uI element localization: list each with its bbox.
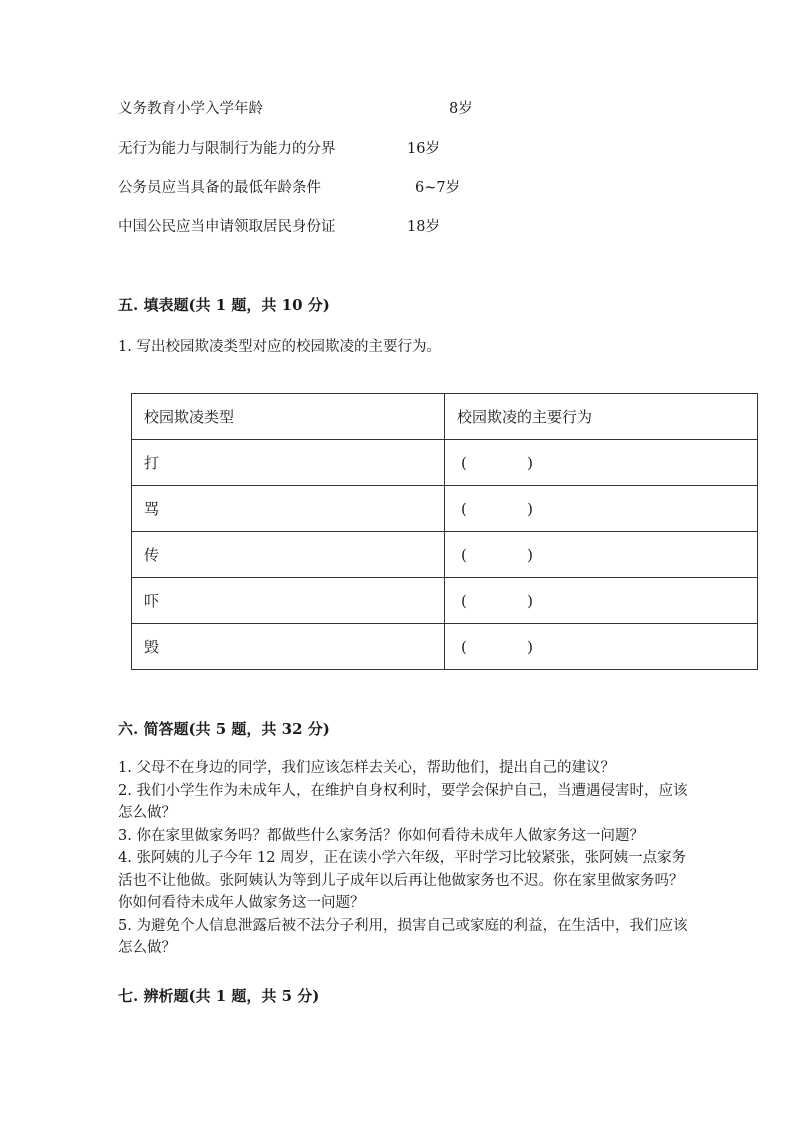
close-paren: ) bbox=[527, 591, 533, 610]
match-right-4: 18岁 bbox=[407, 219, 440, 235]
table-header-behavior: 校园欺凌的主要行为 bbox=[445, 394, 758, 440]
table-header-type: 校园欺凌类型 bbox=[132, 394, 445, 440]
open-paren: ( bbox=[461, 453, 467, 472]
answer-blank-cell[interactable] bbox=[445, 486, 758, 532]
close-paren: ) bbox=[527, 637, 533, 656]
table-row bbox=[132, 624, 758, 670]
bully-type-cell: 吓 bbox=[132, 578, 445, 624]
answer-blank-cell[interactable] bbox=[445, 624, 758, 670]
close-paren: ) bbox=[527, 499, 533, 518]
open-paren: ( bbox=[461, 545, 467, 564]
match-right-1: 8岁 bbox=[449, 101, 473, 117]
close-paren: ) bbox=[527, 545, 533, 564]
table-row bbox=[132, 486, 758, 532]
bullying-table bbox=[131, 393, 758, 670]
question-item: 2. 我们小学生作为未成年人，在维护自身权利时，要学会保护自己，当遭遇侵害时，应该怎么做？ bbox=[118, 782, 688, 821]
section6-heading: 六. 简答题(共 5 题，共 32 分) bbox=[118, 720, 330, 738]
question-item: 4. 张阿姨的儿子今年 12 周岁，正在读小学六年级，平时学习比较紧张，张阿姨一点家务活也不让他做。张阿姨认为等到儿子成年以后再让他做家务也不迟。你在家里做家务吗？你如何看待未成年人做家务这一问题？ bbox=[118, 850, 687, 911]
section5-question: 1. 写出校园欺凌类型对应的校园欺凌的主要行为。 bbox=[118, 339, 441, 355]
bully-type-cell: 骂 bbox=[132, 486, 445, 532]
question-item: 5. 为避免个人信息泄露后被不法分子利用，损害自己或家庭的利益，在生活中，我们应该怎么做？ bbox=[118, 917, 688, 956]
open-paren: ( bbox=[461, 499, 467, 518]
bully-type-cell: 打 bbox=[132, 440, 445, 486]
table-row bbox=[132, 440, 758, 486]
answer-blank-cell[interactable] bbox=[445, 578, 758, 624]
match-right-3: 6~7岁 bbox=[415, 180, 461, 196]
section5-heading: 五. 填表题(共 1 题，共 10 分) bbox=[118, 296, 330, 314]
match-left-4: 中国公民应当申请领取居民身份证 bbox=[118, 219, 336, 235]
short-answer-questions bbox=[118, 757, 688, 960]
table-header-row bbox=[132, 394, 758, 440]
question-item: 3. 你在家里做家务吗？都做些什么家务活？你如何看待未成年人做家务这一问题？ bbox=[118, 827, 644, 844]
open-paren: ( bbox=[461, 591, 467, 610]
bully-type-cell: 毁 bbox=[132, 624, 445, 670]
table-row bbox=[132, 532, 758, 578]
answer-blank-cell[interactable] bbox=[445, 532, 758, 578]
bully-type-cell: 传 bbox=[132, 532, 445, 578]
match-left-2: 无行为能力与限制行为能力的分界 bbox=[118, 141, 336, 157]
match-left-1: 义务教育小学入学年龄 bbox=[118, 101, 263, 117]
section7-heading: 七. 辨析题(共 1 题，共 5 分) bbox=[118, 987, 320, 1005]
match-left-3: 公务员应当具备的最低年龄条件 bbox=[118, 180, 321, 196]
open-paren: ( bbox=[461, 637, 467, 656]
close-paren: ) bbox=[527, 453, 533, 472]
question-item: 1. 父母不在身边的同学，我们应该怎样去关心，帮助他们，提出自己的建议？ bbox=[118, 760, 615, 776]
match-right-2: 16岁 bbox=[407, 141, 440, 157]
answer-blank-cell[interactable] bbox=[445, 440, 758, 486]
table-row bbox=[132, 578, 758, 624]
